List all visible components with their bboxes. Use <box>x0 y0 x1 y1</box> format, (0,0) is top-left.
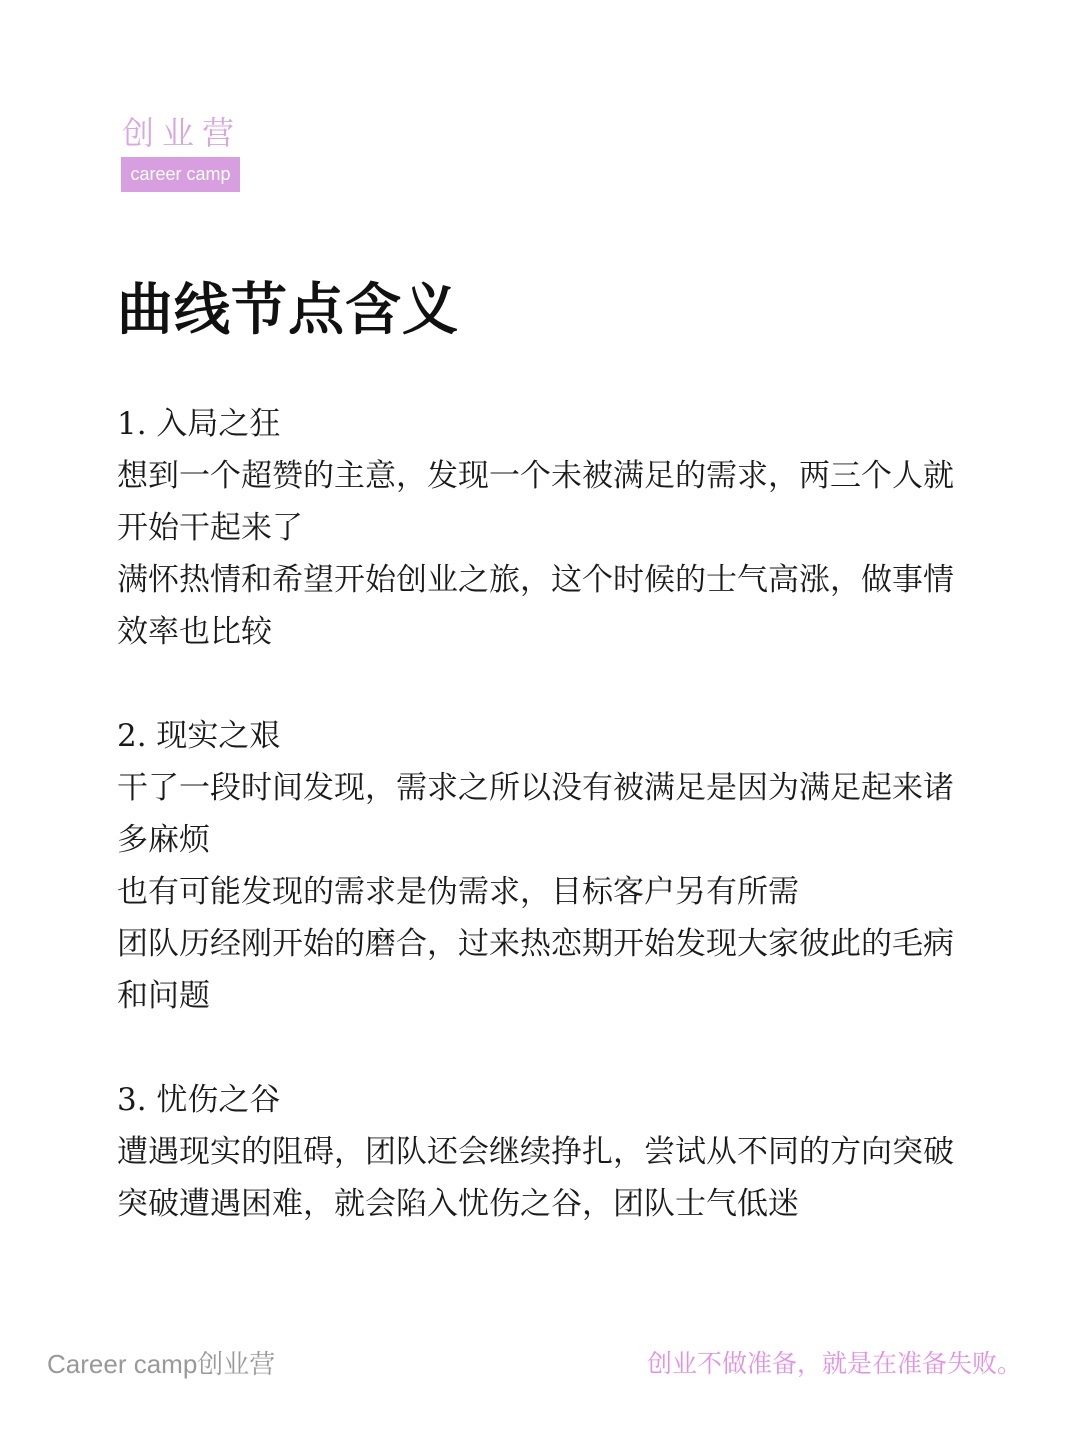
footer-brand: Career camp创业营 <box>47 1349 276 1379</box>
paragraph-line: 也有可能发现的需求是伪需求，目标客户另有所需 <box>117 874 799 910</box>
content <box>117 398 1017 1282</box>
logo-badge: career camp <box>121 157 240 192</box>
section-3 <box>117 1074 1017 1230</box>
page-title: 曲线节点含义 <box>117 277 459 343</box>
section-heading: 1. 入局之狂 <box>117 406 281 442</box>
footer-slogan: 创业不做准备，就是在准备失败。 <box>646 1349 1022 1378</box>
paragraph-line: 和问题 <box>117 978 210 1014</box>
paragraph-line: 想到一个超赞的主意，发现一个未被满足的需求，两三个人就 <box>117 458 954 494</box>
section-2 <box>117 710 1017 1022</box>
logo-chinese: 创业营 <box>122 114 243 152</box>
paragraph-line: 多麻烦 <box>117 822 210 858</box>
paragraph-line: 效率也比较 <box>117 614 272 650</box>
paragraph-line: 遭遇现实的阻碍，团队还会继续挣扎，尝试从不同的方向突破 <box>117 1134 954 1170</box>
section-heading: 2. 现实之艰 <box>117 718 281 754</box>
section-1 <box>117 398 1017 658</box>
paragraph-line: 团队历经刚开始的磨合，过来热恋期开始发现大家彼此的毛病 <box>117 926 954 962</box>
paragraph-line: 开始干起来了 <box>117 510 303 546</box>
paragraph-line: 干了一段时间发现，需求之所以没有被满足是因为满足起来诸 <box>117 770 954 806</box>
paragraph-line: 突破遭遇困难，就会陷入忧伤之谷，团队士气低迷 <box>117 1186 799 1222</box>
section-heading: 3. 忧伤之谷 <box>117 1082 281 1118</box>
paragraph-line: 满怀热情和希望开始创业之旅，这个时候的士气高涨，做事情 <box>117 562 954 598</box>
